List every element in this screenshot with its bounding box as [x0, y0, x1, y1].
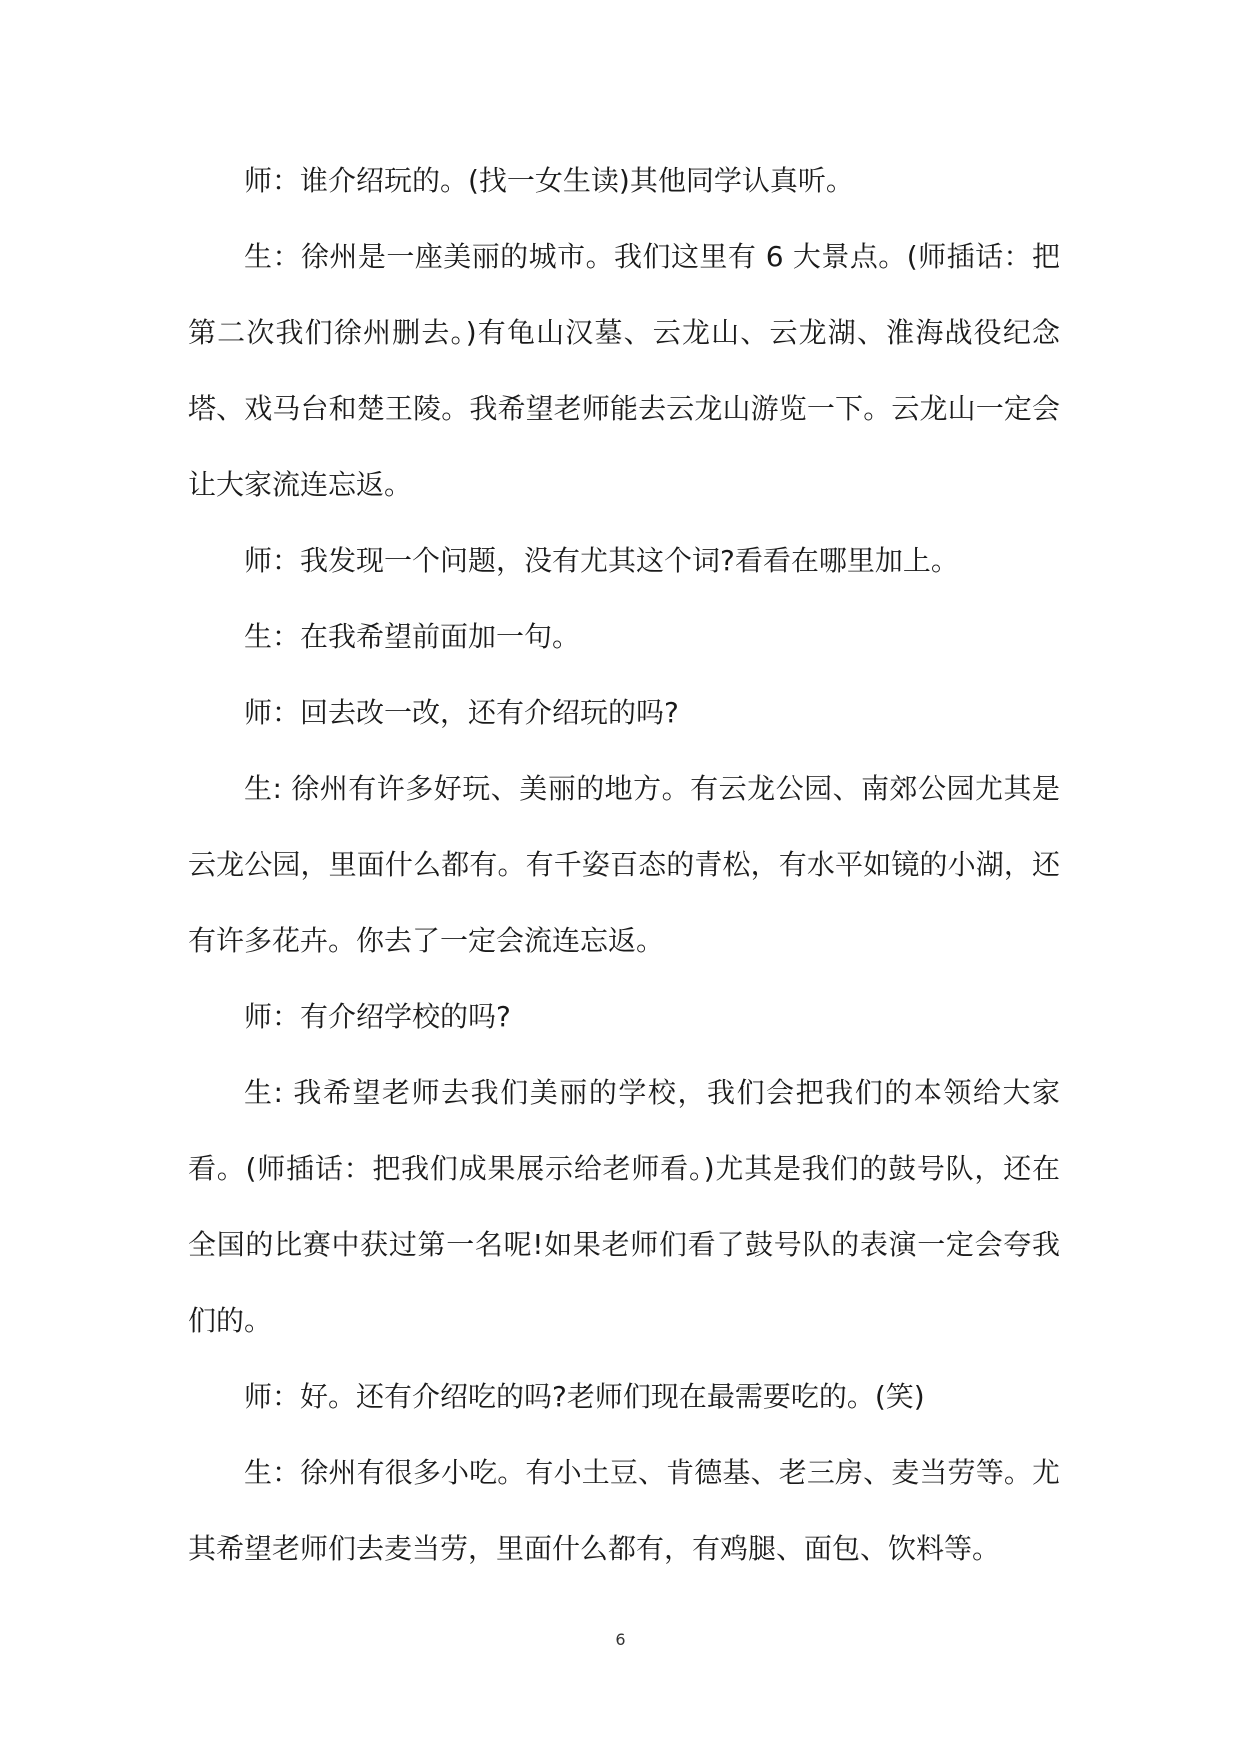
paragraph: 生: 我希望老师去我们美丽的学校，我们会把我们的本领给大家看。(师插话：把我们成果展示给老师看。)尤其是我们的鼓号队，还在全国的比赛中获过第一名呢!如果老师们看了鼓号队的表演一定会夸我们的。: [188, 1076, 1060, 1337]
paragraph: 生：徐州有很多小吃。有小土豆、肯德基、老三房、麦当劳等。尤其希望老师们去麦当劳，里面什么都有，有鸡腿、面包、饮料等。: [188, 1456, 1060, 1565]
paragraph: 生：徐州是一座美丽的城市。我们这里有 6 大景点。(师插话：把第二次我们徐州删去。)有龟山汉墓、云龙山、云龙湖、淮海战役纪念塔、戏马台和楚王陵。我希望老师能去云龙山游览一下。云龙山一定会让大家流连忘返。: [188, 240, 1060, 501]
body-text: [188, 143, 1060, 1587]
paragraph: 生: 徐州有许多好玩、美丽的地方。有云龙公园、南郊公园尤其是云龙公园，里面什么都有。有千姿百态的青松，有水平如镜的小湖，还有许多花卉。你去了一定会流连忘返。: [188, 772, 1060, 957]
paragraph: 师：好。还有介绍吃的吗?老师们现在最需要吃的。(笑): [244, 1380, 925, 1413]
paragraph: 生：在我希望前面加一句。: [244, 620, 581, 653]
paragraph: 师：有介绍学校的吗?: [244, 1000, 511, 1033]
paragraph: 师：谁介绍玩的。(找一女生读)其他同学认真听。: [244, 164, 854, 197]
paragraph: 师：回去改一改，还有介绍玩的吗?: [244, 696, 679, 729]
paragraph: 师：我发现一个问题，没有尤其这个词?看看在哪里加上。: [244, 544, 959, 577]
page-number: 6: [615, 1630, 626, 1649]
